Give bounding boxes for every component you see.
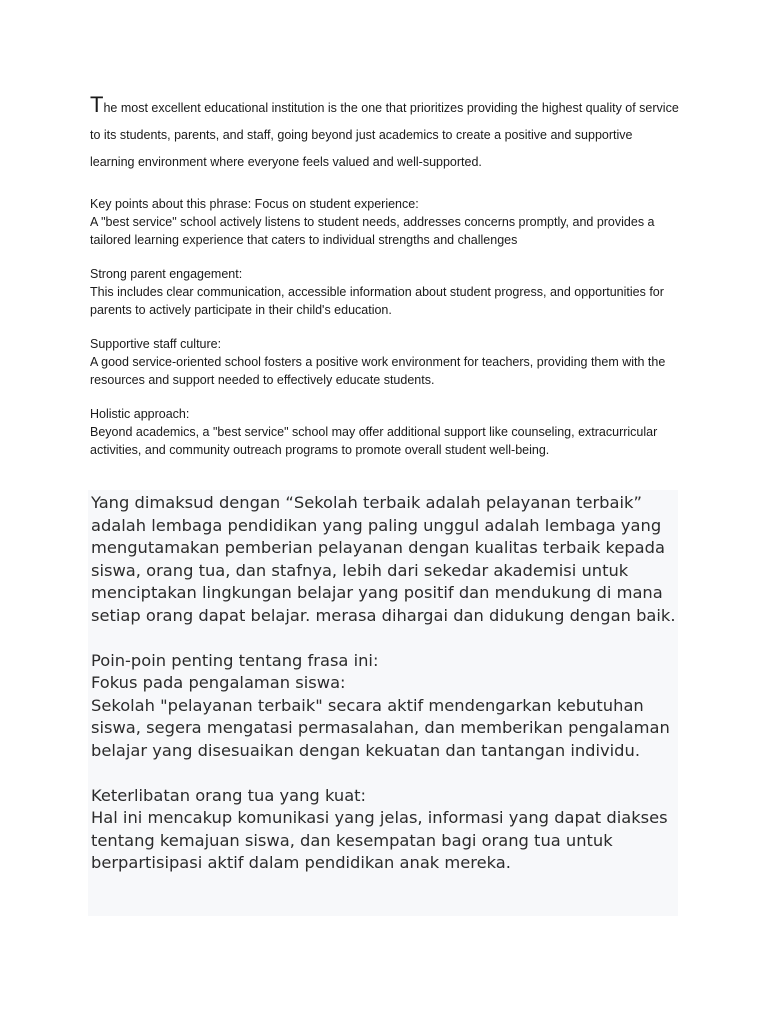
point-heading: Holistic approach:	[90, 407, 190, 421]
paragraph-gap	[91, 627, 678, 650]
key-points-section	[90, 195, 690, 475]
intro-text: he most excellent educational institution is the one that prioritizes providing the highest quality of service to its students, parents, and staff, going beyond just academics to create a positive and supportive learning environment where everyone feels valued and well-supported.	[90, 101, 679, 169]
point-heading: Supportive staff culture:	[90, 337, 222, 351]
point-block	[90, 265, 690, 319]
translation-point-heading: Keterlibatan orang tua yang kuat:	[91, 785, 367, 805]
point-body: A good service-oriented school fosters a positive work environment for teachers, providing them with the resources and support needed to effectively educate students.	[90, 355, 666, 387]
translation-point-body: Hal ini mencakup komunikasi yang jelas, informasi yang dapat diakses tentang kemajuan siswa, dan kesempatan bagi orang tua untuk berpartisipasi aktif dalam pendidikan anak mereka.	[91, 808, 668, 872]
translation-box	[88, 490, 678, 916]
paragraph-gap	[91, 762, 678, 785]
translation-point-heading: Fokus pada pengalaman siswa:	[91, 673, 346, 692]
point-heading: Strong parent engagement:	[90, 267, 243, 281]
translation-point-body: Sekolah "pelayanan terbaik" secara aktif mendengarkan kebutuhan siswa, segera mengatasi permasalahan, dan memberikan pengalaman belajar yang disesuaikan dengan kekuatan dan tantangan individu.	[91, 695, 670, 760]
point-block	[90, 405, 690, 459]
point-body: This includes clear communication, accessible information about student progress, and opportunities for parents to actively participate in their child's education.	[90, 285, 664, 317]
intro-paragraph	[90, 92, 680, 176]
translation-intro: Yang dimaksud dengan “Sekolah terbaik adalah pelayanan terbaik” adalah lembaga pendidikan yang paling unggul adalah lembaga yang mengutamakan pemberian pelayanan dengan kualitas terbaik kepada siswa, orang tua, dan stafnya, lebih dari sekedar akademisi untuk menciptakan lingkungan belajar yang positif dan mendukung di mana setiap orang dapat belajar. merasa dihargai dan didukung dengan baik.	[91, 493, 676, 625]
point-block	[90, 195, 690, 249]
point-block	[90, 335, 690, 389]
point-body: A "best service" school actively listens to student needs, addresses concerns promptly, and provides a tailored learning experience that caters to individual strengths and challenges	[90, 215, 655, 247]
point-body: Beyond academics, a "best service" school may offer additional support like counseling, extracurricular activities, and community outreach programs to promote overall student well-being.	[90, 425, 658, 457]
point-heading: Key points about this phrase: Focus on student experience:	[90, 197, 419, 211]
translation-points-title: Poin-poin penting tentang frasa ini:	[91, 650, 379, 670]
drop-cap: T	[90, 92, 104, 117]
